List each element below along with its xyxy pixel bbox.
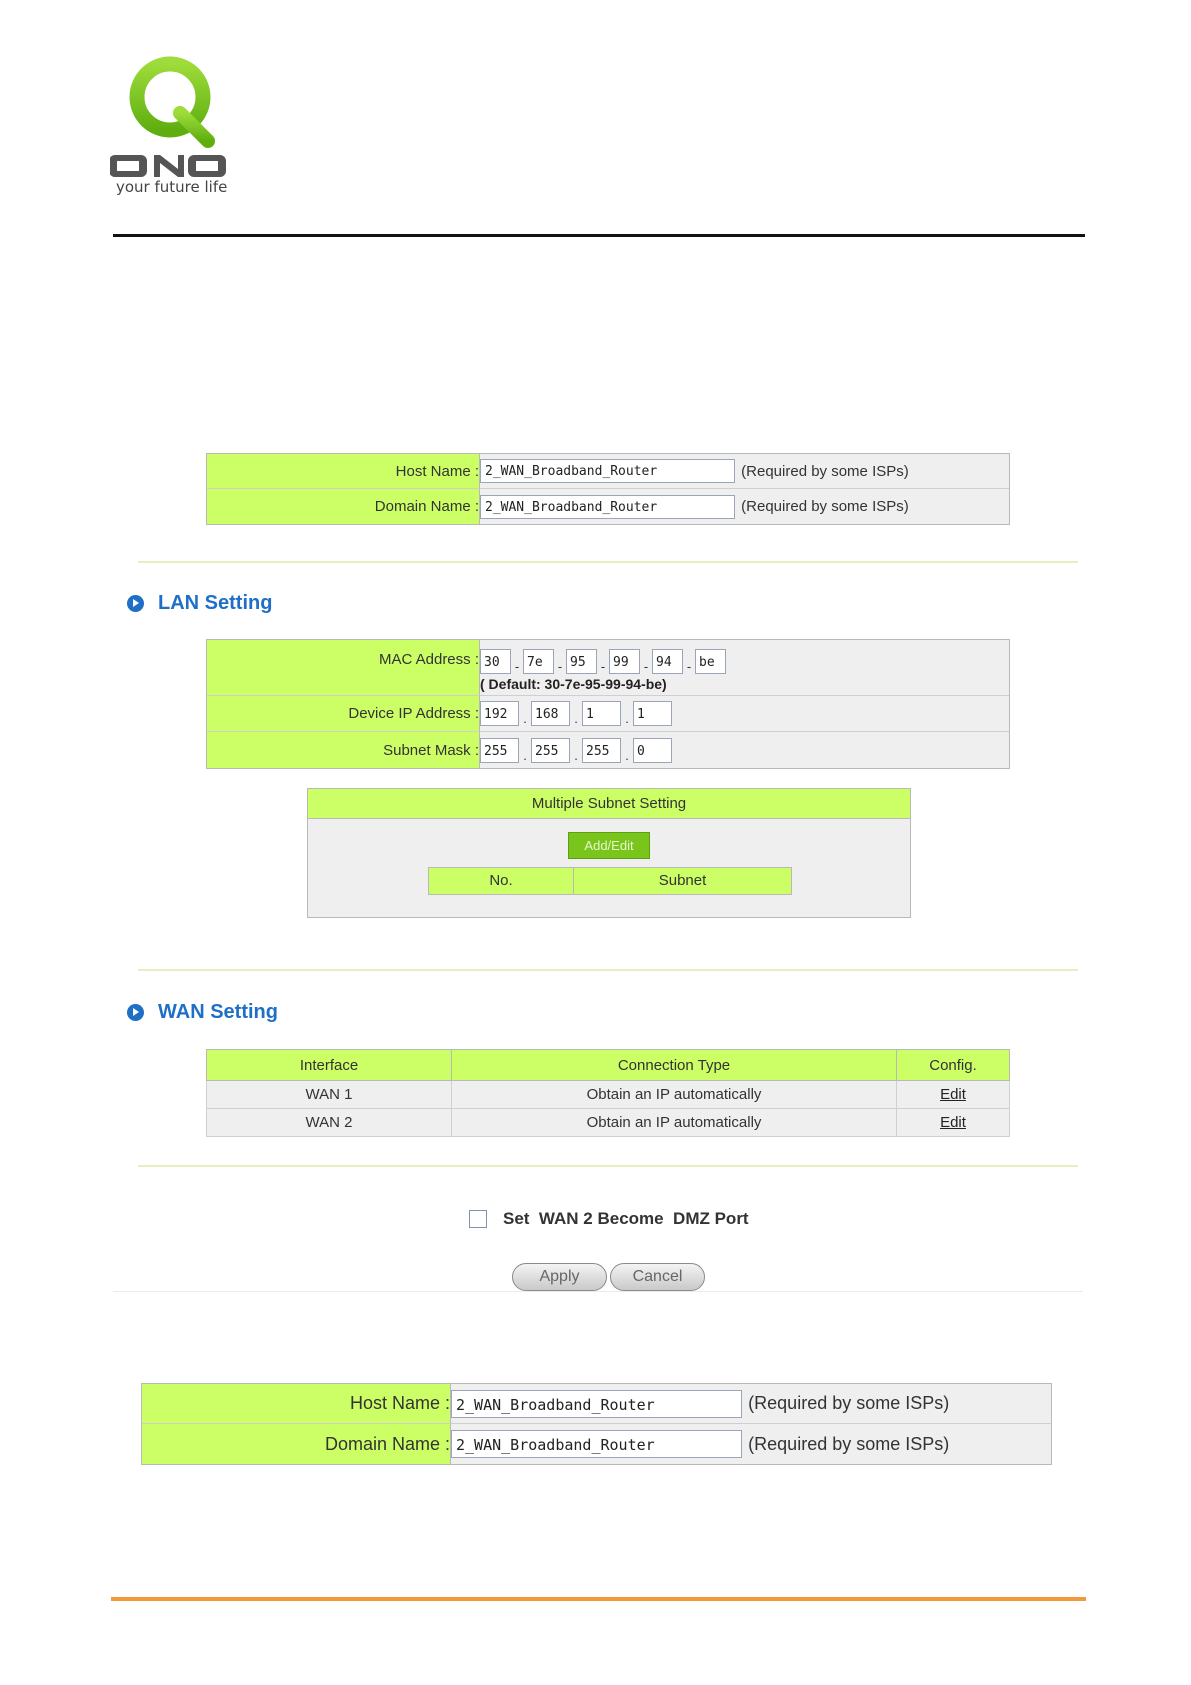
wan-col-connection-type: Connection Type (452, 1050, 897, 1081)
multiple-subnet-title: Multiple Subnet Setting (308, 789, 910, 819)
wan-setting-title (127, 1001, 278, 1024)
cancel-button[interactable]: Cancel (610, 1263, 705, 1291)
wan-config-cell (897, 1081, 1010, 1109)
footer-rule (111, 1597, 1086, 1601)
mac-octet-5[interactable]: 94 (652, 649, 683, 674)
mask-sep: . (625, 747, 629, 763)
add-edit-button[interactable]: Add/Edit (568, 832, 650, 859)
host-name-note: (Required by some ISPs) (741, 462, 909, 480)
table-row (207, 1081, 1010, 1109)
dmz-label: Set WAN 2 Become DMZ Port (503, 1209, 749, 1228)
ip-octet-3[interactable]: 1 (582, 701, 621, 726)
ip-sep: . (523, 711, 527, 726)
mac-octet-4[interactable]: 99 (609, 649, 640, 674)
dmz-option (469, 1209, 749, 1229)
host-name-label: Host Name : (207, 454, 480, 489)
domain-name-input[interactable]: 2_WAN_Broadband_Router (451, 1430, 742, 1458)
brand-tagline: your future life (116, 178, 228, 196)
mask-sep: . (523, 747, 527, 763)
subnet-col-no: No. (429, 868, 574, 894)
thin-rule (113, 1291, 1083, 1292)
ip-sep: . (574, 711, 578, 726)
wan-connection-type: Obtain an IP automatically (452, 1081, 897, 1109)
domain-name-note: (Required by some ISPs) (741, 498, 909, 515)
wan-connection-type: Obtain an IP automatically (452, 1109, 897, 1137)
device-ip-fields (480, 696, 1009, 732)
mask-octet-4[interactable]: 0 (633, 738, 672, 763)
mask-octet-3[interactable]: 255 (582, 738, 621, 763)
dmz-checkbox[interactable] (469, 1210, 487, 1228)
wan-table-header (207, 1050, 1010, 1081)
mask-sep: . (574, 747, 578, 763)
wan-table (206, 1049, 1010, 1137)
multiple-subnet-panel (307, 788, 911, 918)
mac-octet-6[interactable]: be (695, 649, 726, 674)
ip-octet-2[interactable]: 168 (531, 701, 570, 726)
mask-octet-1[interactable]: 255 (480, 738, 519, 763)
ip-octet-1[interactable]: 192 (480, 701, 519, 726)
header-rule (113, 234, 1085, 237)
mac-octet-2[interactable]: 7e (523, 649, 554, 674)
wan-col-interface: Interface (207, 1050, 452, 1081)
host-domain-form-top (206, 453, 1010, 525)
domain-name-label: Domain Name : (207, 489, 480, 524)
wan-interface: WAN 1 (207, 1081, 452, 1109)
mac-default-note: ( Default: 30-7e-95-99-94-be) (480, 676, 667, 692)
subnet-table-header (428, 867, 792, 895)
wan-config-cell (897, 1109, 1010, 1137)
edit-wan1-link[interactable]: Edit (940, 1086, 966, 1103)
host-name-note: (Required by some ISPs) (748, 1393, 950, 1413)
mac-address-label: MAC Address : (207, 640, 480, 696)
mac-octet-1[interactable]: 30 (480, 649, 511, 674)
table-row (207, 1109, 1010, 1137)
lan-setting-label: LAN Setting (158, 592, 273, 614)
device-ip-label: Device IP Address : (207, 696, 480, 732)
mac-octet-3[interactable]: 95 (566, 649, 597, 674)
section-divider (138, 561, 1078, 563)
host-domain-form-bottom (141, 1383, 1052, 1465)
wan-setting-label: WAN Setting (158, 1001, 278, 1023)
host-name-input[interactable]: 2_WAN_Broadband_Router (451, 1390, 742, 1418)
subnet-col-subnet: Subnet (658, 872, 707, 889)
domain-name-input[interactable]: 2_WAN_Broadband_Router (480, 495, 735, 519)
wan-col-config: Config. (897, 1050, 1010, 1081)
edit-wan2-link[interactable]: Edit (940, 1114, 966, 1131)
apply-button[interactable]: Apply (512, 1263, 607, 1291)
subnet-mask-fields (480, 732, 1009, 768)
mac-sep: - (600, 659, 606, 674)
host-name-input[interactable]: 2_WAN_Broadband_Router (480, 459, 735, 483)
wan-interface: WAN 2 (207, 1109, 452, 1137)
section-divider (138, 1165, 1078, 1167)
arrow-circle-icon (127, 1004, 144, 1021)
ip-sep: . (625, 711, 629, 726)
mac-sep: - (643, 659, 649, 674)
mac-sep: - (514, 659, 520, 674)
arrow-circle-icon (127, 595, 144, 612)
mac-sep: - (686, 659, 692, 674)
ip-octet-4[interactable]: 1 (633, 701, 672, 726)
domain-name-note: (Required by some ISPs) (748, 1433, 950, 1454)
lan-setting-title (127, 592, 272, 615)
mac-address-fields (480, 649, 1009, 674)
mask-octet-2[interactable]: 255 (531, 738, 570, 763)
lan-form (206, 639, 1010, 769)
domain-name-label: Domain Name : (142, 1424, 451, 1464)
mac-sep: - (557, 659, 563, 674)
section-divider (138, 969, 1078, 971)
host-name-label: Host Name : (142, 1384, 451, 1424)
subnet-mask-label: Subnet Mask : (207, 732, 480, 768)
